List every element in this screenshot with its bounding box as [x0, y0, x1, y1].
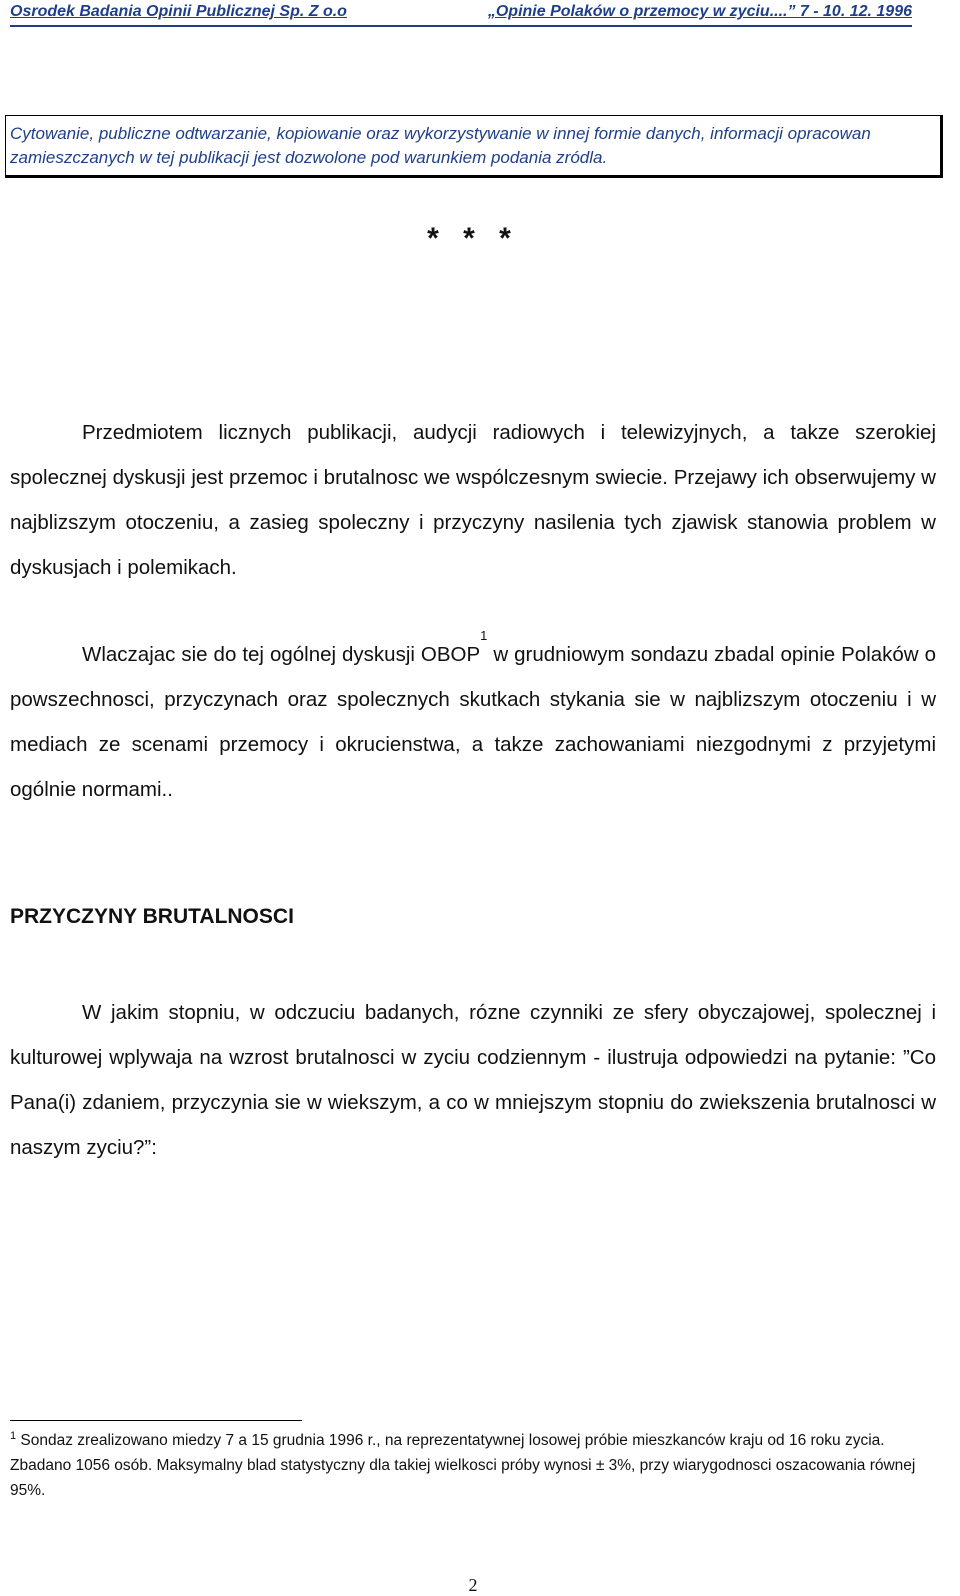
- intro-paragraph: Przedmiotem licznych publikacji, audycji radiowych i telewizyjnych, a takze szerokiej spolecznej dyskusji jest przemoc i brutalnosc we wspólczesnym swiecie. Przejawy ich obserwujemy w najblizszym otoczeniu, a zasieg spoleczny i przyczyny nasilenia tych zjawisk stanowia problem w dyskusjach i polemikach.: [10, 421, 936, 579]
- page-header: [10, 3, 912, 27]
- question-paragraph: W jakim stopniu, w odczuciu badanych, rózne czynniki ze sfery obyczajowej, spolecznej i kulturowej wplywaja na wzrost brutalnosci w zyciu codziennym - ilustruja odpowiedzi na pytanie: ”Co Pana(i) zdaniem, przyczynia sie w wiekszym, a co w mniejszym stopniu do zwiekszenia brutalnosci w naszym zyciu?”:: [10, 1001, 936, 1159]
- header-report-title: „Opinie Polaków o przemocy w zyciu....” 7 - 10. 12. 1996: [487, 3, 912, 20]
- section-heading: PRZYCZYNY BRUTALNOSCI: [10, 905, 294, 928]
- obop-paragraph-text-start: Wlaczajac sie do tej ogólnej dyskusji OBOP: [82, 643, 481, 666]
- copyright-notice: Cytowanie, publiczne odtwarzanie, kopiowanie oraz wykorzystywanie w innej formie danych, informacji opracowan zamieszczanych w tej publikacji jest dozwolone pod warunkiem podania zródla.: [5, 115, 943, 178]
- footnote-marker: 1: [10, 1430, 17, 1442]
- footnote: [10, 1428, 926, 1503]
- obop-paragraph: [10, 628, 936, 812]
- footnote-text: Sondaz zrealizowano miedzy 7 a 15 grudnia 1996 r., na reprezentatywnej losowej próbie mieszkanców kraju od 16 roku zycia. Zbadano 1056 osób. Maksymalny blad statystyczny dla takiej wielkosci próby wynosi ± 3%, przy wiarygodnosci oszacowania równej 95%.: [10, 1432, 916, 1499]
- footnote-reference: 1: [480, 628, 488, 643]
- header-organization: Osrodek Badania Opinii Publicznej Sp. Z o.o: [10, 3, 347, 20]
- obop-paragraph-text-end: w grudniowym sondazu zbadal opinie Polaków o powszechnosci, przyczynach oraz spolecznych skutkach stykania sie w najblizszym otoczeniu i w mediach ze scenami przemocy i okrucienstwa, a takze zachowaniami niezgodnymi z przyjetymi ogólnie normami..: [10, 643, 936, 801]
- section-separator: * * *: [427, 222, 519, 255]
- footnote-divider: [10, 1420, 302, 1421]
- page-number: 2: [468, 1575, 478, 1595]
